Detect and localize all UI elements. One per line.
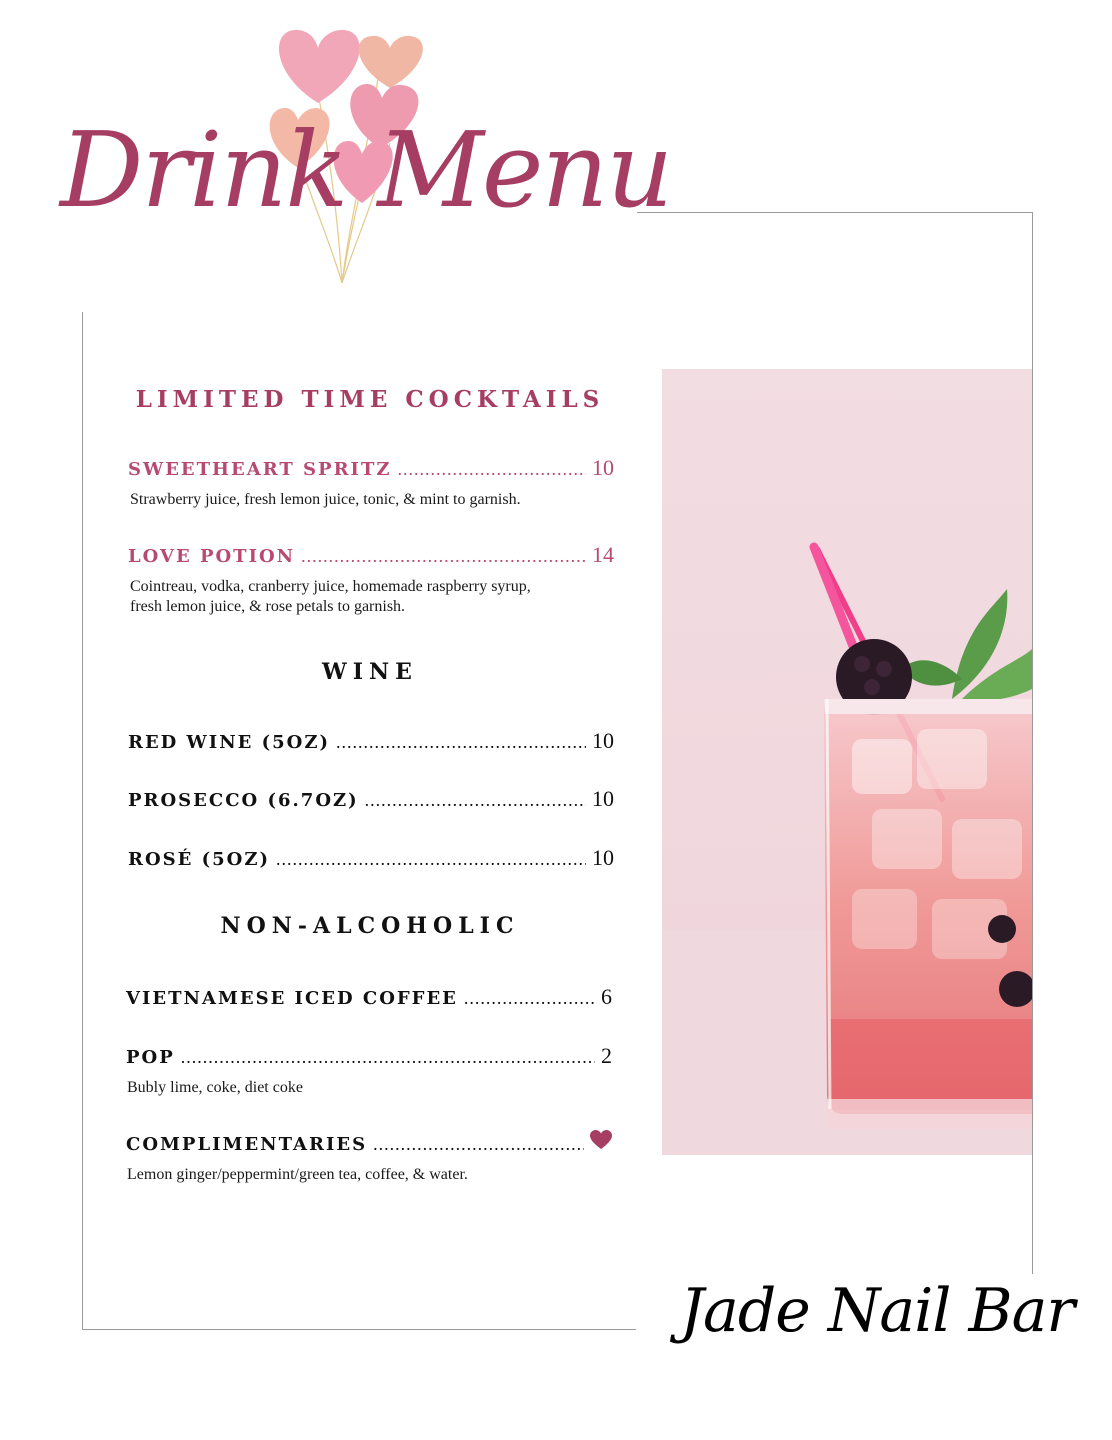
menu-item-vietnamese-iced-coffee — [126, 984, 612, 1010]
frame-right-line — [1032, 212, 1033, 1274]
item-price: 2 — [601, 1043, 612, 1068]
item-name: PROSECCO (6.7OZ) — [128, 790, 359, 811]
item-price: 10 — [592, 455, 614, 480]
item-price-heart — [590, 1130, 612, 1156]
frame-bottom-line — [82, 1329, 636, 1330]
item-name: RED WINE (5OZ) — [128, 732, 331, 753]
heart-icon — [590, 1130, 612, 1150]
menu-title: Drink Menu — [60, 109, 672, 231]
item-name: POP — [126, 1047, 175, 1068]
item-leader-dots — [336, 732, 586, 753]
menu-item-red-wine — [128, 728, 614, 754]
item-name: VIETNAMESE ICED COFFEE — [126, 988, 458, 1009]
item-leader-dots — [301, 546, 586, 567]
item-name: LOVE POTION — [128, 546, 296, 567]
item-name: SWEETHEART SPRITZ — [128, 459, 392, 480]
item-leader-dots — [398, 459, 587, 480]
item-leader-dots — [276, 849, 586, 870]
item-description: Strawberry juice, fresh lemon juice, tonic, & mint to garnish. — [130, 491, 521, 508]
item-price: 10 — [592, 845, 614, 870]
menu-item-prosecco — [128, 786, 614, 812]
item-price: 10 — [592, 786, 614, 811]
menu-item-love-potion — [128, 542, 614, 568]
item-price: 14 — [592, 542, 614, 567]
item-price: 6 — [601, 984, 612, 1009]
item-description-line1: Cointreau, vodka, cranberry juice, homemade raspberry syrup, — [130, 578, 531, 595]
item-description-line2: fresh lemon juice, & rose petals to garnish. — [130, 598, 406, 615]
brand-signature: Jade Nail Bar — [680, 1276, 1075, 1346]
item-leader-dots — [464, 988, 595, 1009]
item-description: Bubly lime, coke, diet coke — [127, 1079, 303, 1096]
cocktail-photo — [662, 369, 1032, 1155]
item-description: Lemon ginger/peppermint/green tea, coffee, & water. — [127, 1166, 468, 1183]
item-leader-dots — [373, 1134, 584, 1155]
item-price: 10 — [592, 728, 614, 753]
menu-item-sweetheart-spritz — [128, 455, 614, 481]
item-name: ROSÉ (5OZ) — [128, 849, 271, 870]
frame-top-line — [637, 212, 1033, 213]
menu-item-rose — [128, 845, 614, 871]
frame-left-line — [82, 312, 83, 1330]
item-leader-dots — [365, 790, 586, 811]
section-heading-cocktails: LIMITED TIME COCKTAILS — [135, 386, 605, 413]
item-leader-dots — [181, 1047, 595, 1068]
section-heading-wine: WINE — [322, 659, 418, 685]
item-name: COMPLIMENTARIES — [126, 1134, 368, 1155]
section-heading-non-alcoholic: NON-ALCOHOLIC — [220, 913, 520, 939]
menu-item-complimentaries — [126, 1130, 612, 1156]
menu-item-pop — [126, 1043, 612, 1069]
